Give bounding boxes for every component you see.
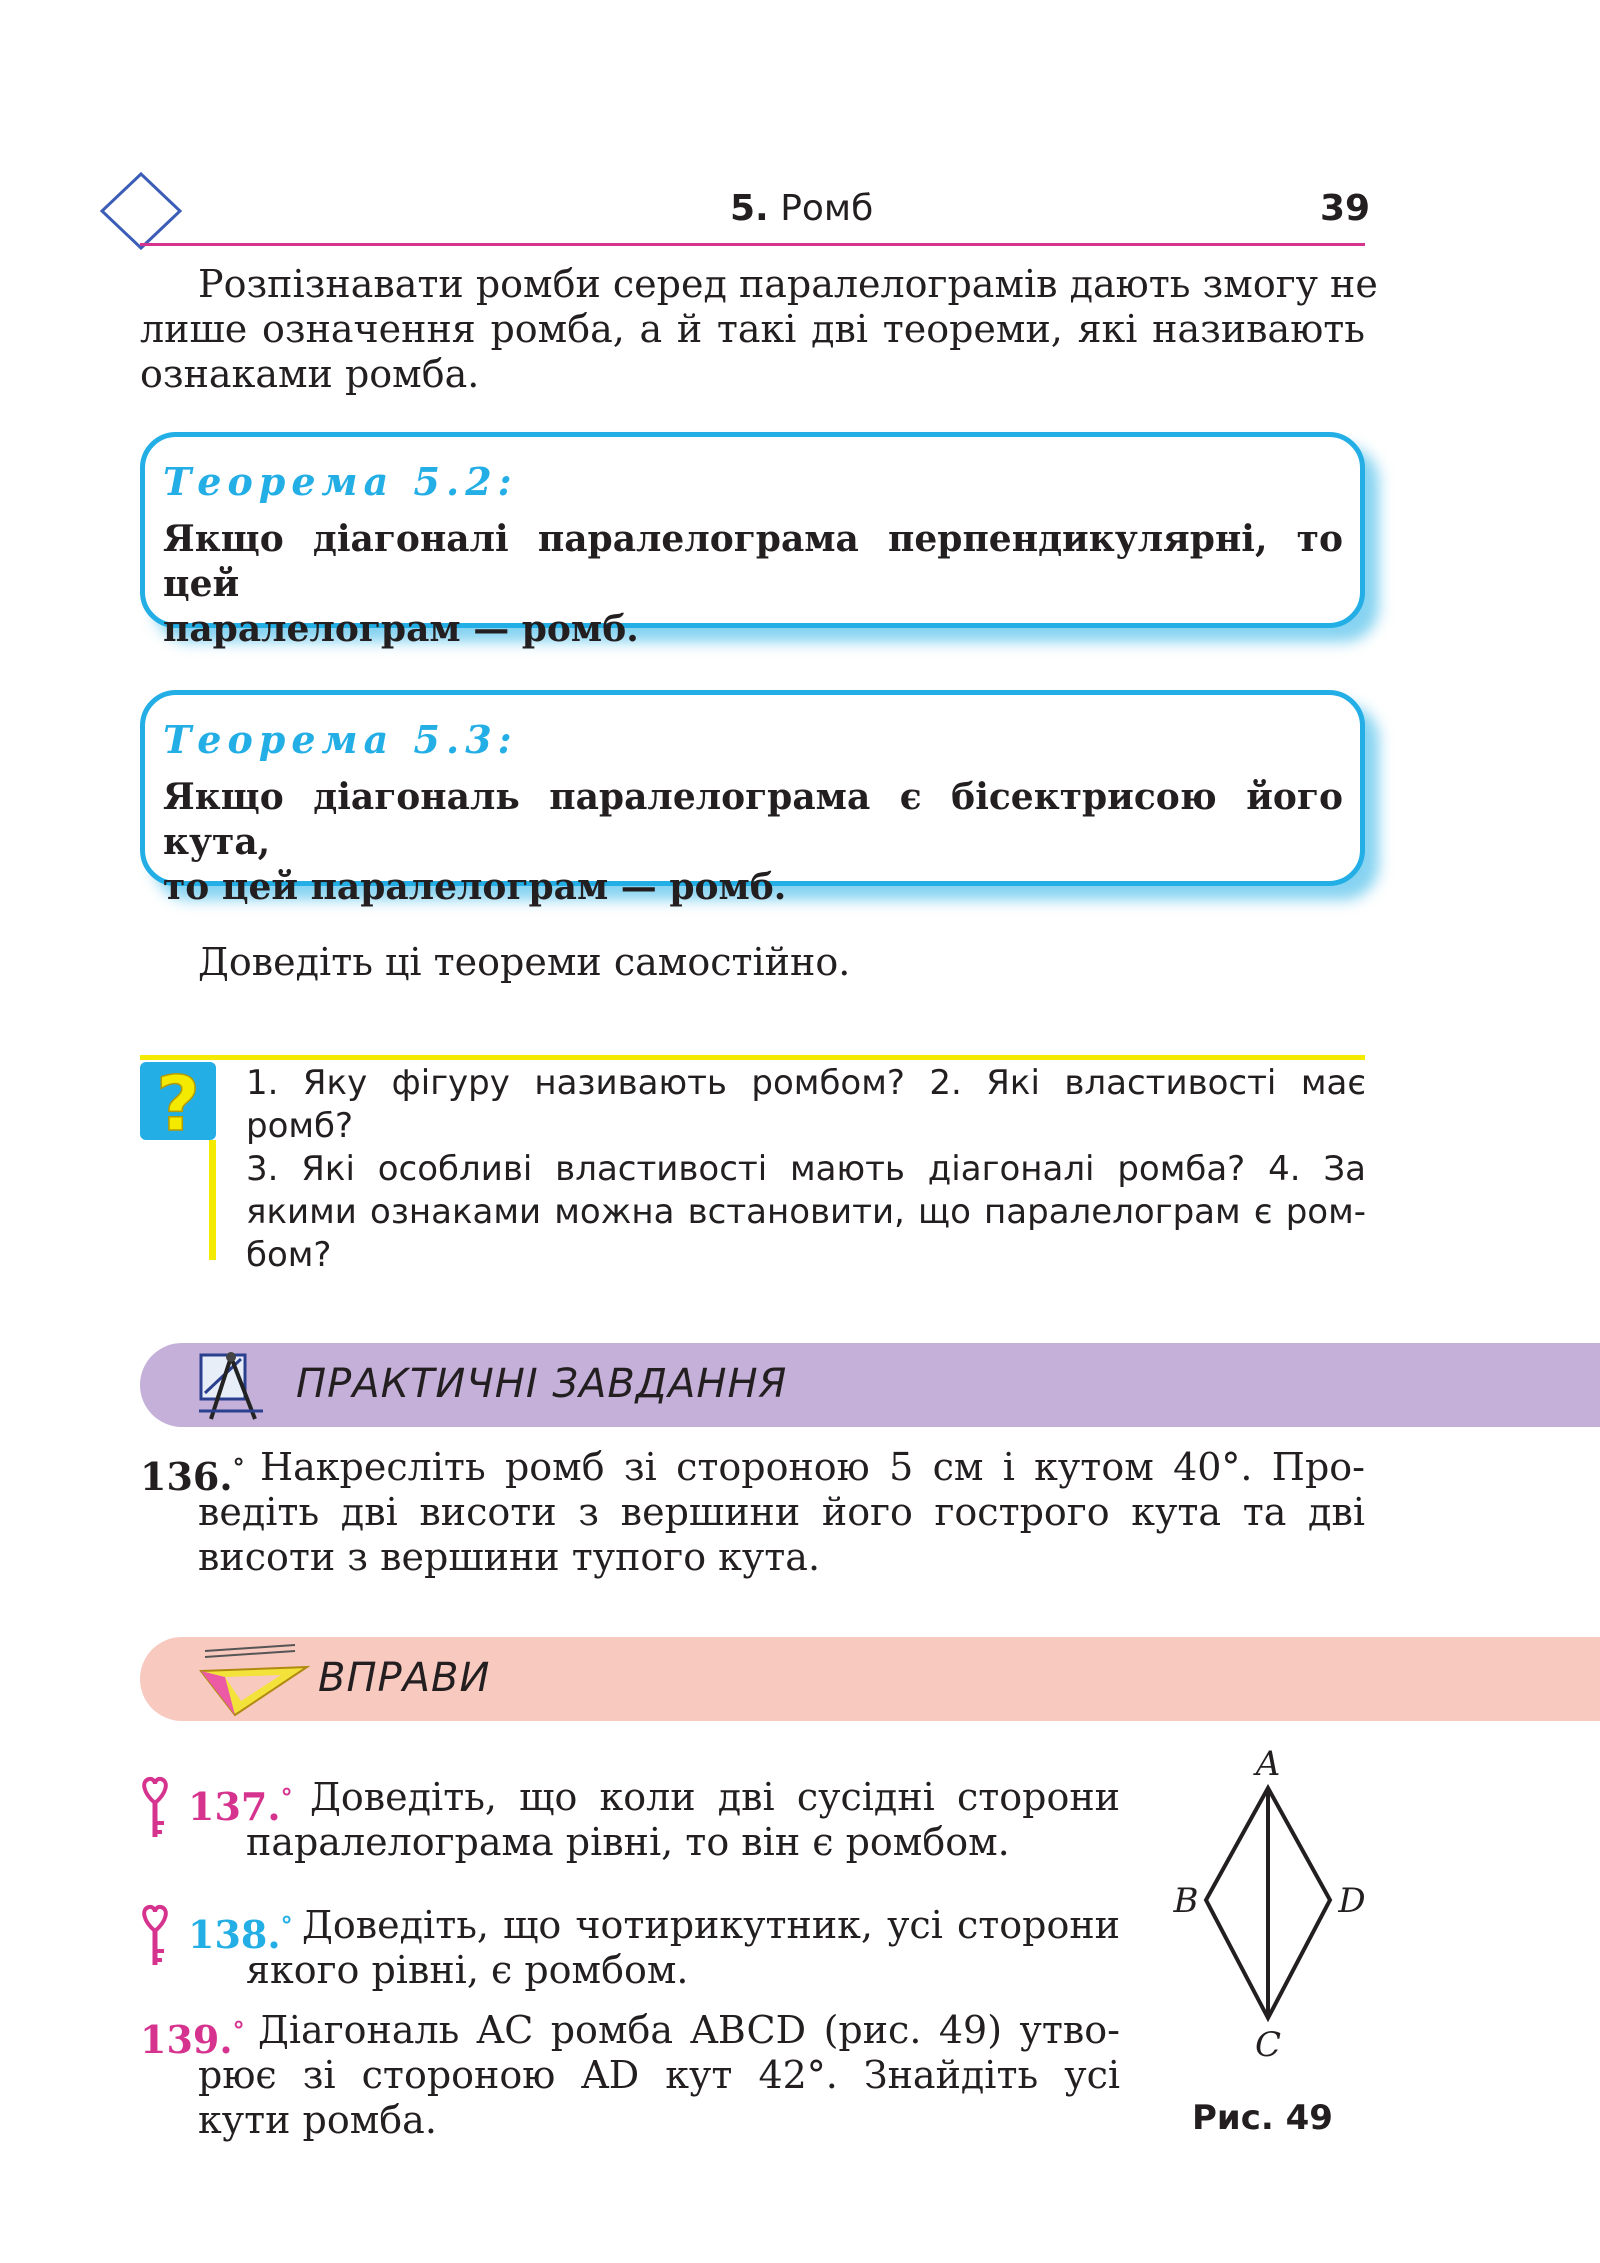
ruler-triangle-icon bbox=[195, 1641, 315, 1719]
theorem-title: Теорема 5.3: bbox=[163, 717, 518, 762]
intro-line: Розпізнавати ромби серед паралелограмів дають змогу не bbox=[198, 262, 1378, 306]
theorem-box-5-2 bbox=[140, 432, 1365, 650]
key-icon bbox=[138, 1775, 172, 1841]
theorem-body bbox=[163, 775, 1343, 910]
exercise-line: Діагональ AC ромба ABCD (рис. 49) утво- bbox=[258, 2008, 1120, 2052]
exercise-number-text: 139. bbox=[140, 2017, 233, 2062]
vertex-label-a: A bbox=[1255, 1744, 1281, 1784]
degree-mark: ° bbox=[280, 1783, 293, 1812]
question-line: якими ознаками можна встановити, що паралелограм є ром- bbox=[246, 1192, 1366, 1232]
theorem-body bbox=[163, 517, 1343, 652]
theorem-line: Якщо діагональ паралелограма є бісектрисою його кута, bbox=[163, 776, 1343, 863]
practical-banner-label: ПРАКТИЧНІ ЗАВДАННЯ bbox=[296, 1361, 788, 1407]
degree-mark: ° bbox=[232, 1453, 245, 1482]
exercise-line: паралелограма рівні, то він є ромбом. bbox=[246, 1820, 1010, 1864]
theorem-line: Якщо діагоналі паралелограма перпендикулярні, то цей bbox=[163, 518, 1343, 605]
intro-line: ознаками ромба. bbox=[140, 352, 480, 396]
practical-banner bbox=[140, 1343, 1600, 1427]
prove-note: Доведіть ці теореми самостійно. bbox=[198, 940, 851, 984]
vertex-label-b: B bbox=[1173, 1881, 1199, 1921]
rhombus-logo-icon bbox=[98, 170, 184, 252]
svg-text:?: ? bbox=[155, 1062, 201, 1140]
questions-side-rule bbox=[209, 1140, 216, 1260]
questions-top-rule bbox=[140, 1055, 1365, 1060]
section-number: 5. bbox=[730, 188, 769, 229]
question-line: 1. Яку фігуру називають ромбом? 2. Які властивості має ромб? bbox=[246, 1063, 1366, 1146]
theorem-line: то цей паралелограм — ромб. bbox=[163, 866, 787, 908]
exercise-line: Доведіть, що чотирикутник, усі сторони bbox=[302, 1903, 1120, 1947]
key-icon bbox=[138, 1903, 172, 1969]
task-number-text: 136. bbox=[140, 1454, 233, 1499]
degree-mark: ° bbox=[232, 2016, 245, 2045]
header-rule bbox=[140, 243, 1365, 246]
theorem-title: Теорема 5.2: bbox=[163, 459, 518, 504]
page-number: 39 bbox=[1320, 188, 1371, 229]
exercise-number-text: 137. bbox=[188, 1784, 281, 1829]
task-line: ведіть дві висоти з вершини його гострого кута та дві bbox=[198, 1490, 1365, 1534]
vertex-label-c: C bbox=[1254, 2025, 1282, 2065]
rhombus-figure bbox=[1160, 1740, 1380, 2070]
question-line: 3. Які особливі властивості мають діагоналі ромба? 4. За bbox=[246, 1149, 1366, 1189]
exercise-line: Доведіть, що коли дві сусідні сторони bbox=[310, 1775, 1120, 1819]
theorem-line: паралелограм — ромб. bbox=[163, 608, 639, 650]
exercises-banner-label: ВПРАВИ bbox=[318, 1655, 491, 1701]
theorem-box-5-3 bbox=[140, 690, 1365, 908]
exercise-number-text: 138. bbox=[188, 1912, 281, 1957]
task-line: Накресліть ромб зі стороною 5 см і кутом 40°. Про- bbox=[260, 1445, 1365, 1489]
figure-caption: Рис. 49 bbox=[1192, 2098, 1333, 2138]
intro-line: лише означення ромба, а й такі дві теореми, які називають bbox=[140, 307, 1365, 351]
section-title: Ромб bbox=[780, 188, 874, 229]
degree-mark: ° bbox=[280, 1911, 293, 1940]
question-mark-icon bbox=[140, 1062, 216, 1140]
drafting-tools-icon bbox=[195, 1349, 267, 1423]
question-line: бом? bbox=[246, 1235, 332, 1275]
exercise-line: рює зі стороною AD кут 42°. Знайдіть усі bbox=[198, 2053, 1120, 2097]
intro-paragraph bbox=[140, 262, 1378, 397]
vertex-label-d: D bbox=[1338, 1881, 1366, 1921]
exercise-line: кути ромба. bbox=[198, 2098, 437, 2142]
exercise-line: якого рівні, є ромбом. bbox=[246, 1948, 689, 1992]
task-line: висоти з вершини тупого кута. bbox=[198, 1535, 821, 1579]
exercises-banner bbox=[140, 1637, 1600, 1721]
questions-text bbox=[246, 1062, 1366, 1277]
header-title bbox=[730, 188, 873, 229]
